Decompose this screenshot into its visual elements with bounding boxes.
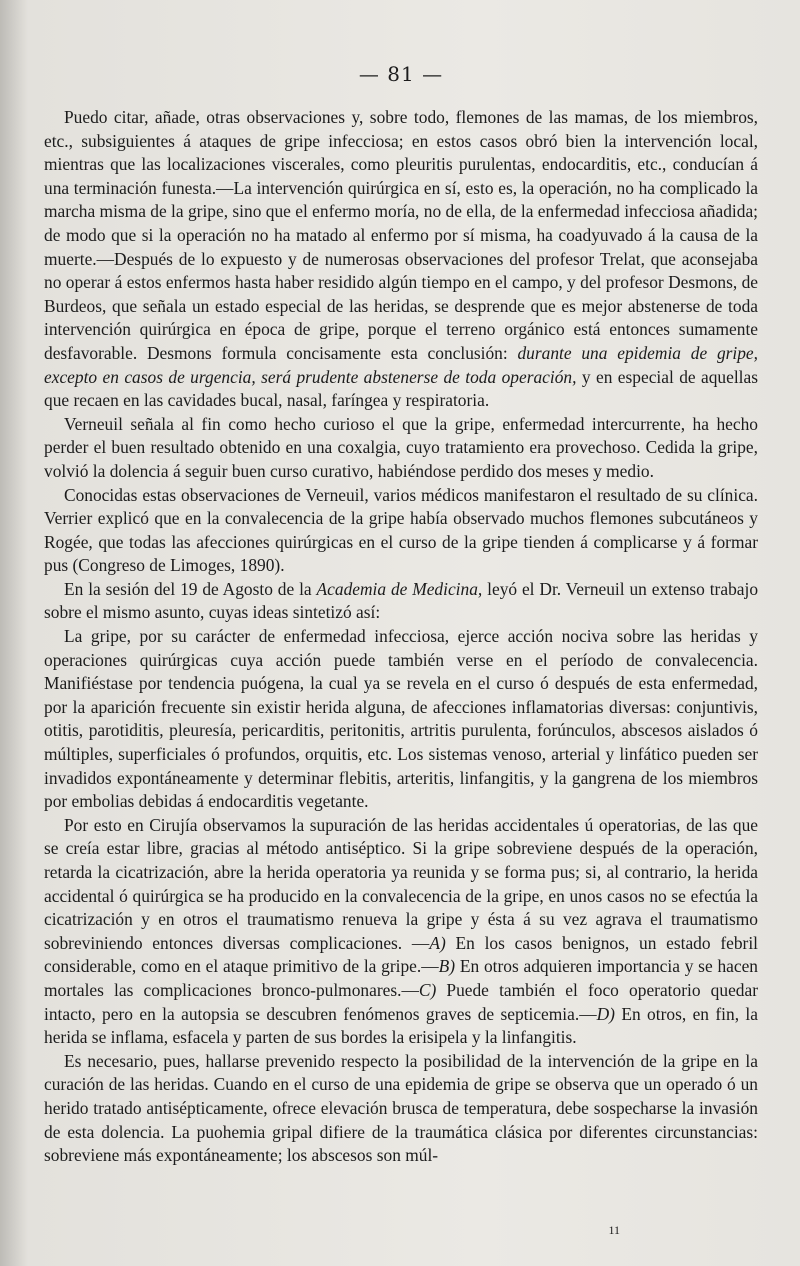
page-number: — 81 — [358,62,444,86]
paragraph-1 [44,106,758,413]
paragraph-6-case-c: Puede también el foco operatorio quedar intacto, pero en la autopsia se descubren fenómenos graves de septicemia.— [44,979,758,1024]
paragraph-4-academy: Academia de Medicina, [316,578,483,599]
paragraph-7: Es necesario, pues, hallarse prevenido respecto la posibilidad de la intervención de la gripe en la curación de las heridas. Cuando en el curso de una epidemia de gripe se observa que un operado ó un herido tratado antisépticamente, ofrece elevación brusca de temperatura, debe sospecharse la invasión de esta dolencia. La puohemia gripal difiere de la traumática clásica por diferentes circunstancias: sobreviene más expontáneamente; los abscesos son múl- [44,1050,758,1166]
paragraph-6-marker-a: A) [429,932,446,953]
paragraph-6 [44,814,758,1050]
paragraph-1-quote: durante una epidemia de gripe, excepto en casos de urgencia, será prudente abstenerse de toda operación, [44,342,758,387]
paragraph-4-text: En la sesión del 19 de Agosto de la [64,578,317,599]
paragraph-3: Conocidas estas observaciones de Verneuil, varios médicos manifestaron el resultado de su clínica. Verrier explicó que en la convalecencia de la gripe había observado muchos flemones subcutáneos y Rogée, que todas las afecciones quirúrgicas en el curso de la gripe tienden á complicarse y á formar pus (Congreso de Limoges, 1890). [44,484,758,576]
paragraph-6-case-d: En otros, en fin, la herida se inflama, esfacela y parten de sus bordes la erisipela y la linfangitis. [44,1003,758,1048]
paragraph-5: La gripe, por su carácter de enfermedad infecciosa, ejerce acción nociva sobre las heridas y operaciones quirúrgicas cuya acción puede también verse en el período de convalecencia. Manifiéstase por tendencia puógena, la cual ya se revela en el curso ó después de esta enfermedad, por la aparición frecuente sin existir herida alguna, de afecciones inflamatorias diversas: conjuntivis, otitis, parotiditis, pleuresía, pericarditis, peritonitis, artritis purulenta, forúnculos, abscesos aislados ó múltiples, superficiales ó profundos, orquitis, etc. Los sistemas venoso, arterial y linfático pueden ser invadidos expontáneamente y determinar flebitis, arteritis, linfangitis, y la gangrena de los miembros por embolias debidas á endocarditis vegetante. [44,626,758,812]
paragraph-1-text-end: y en especial de aquellas que recaen en las cavidades bucal, nasal, faríngea y respiratoria. [44,366,758,411]
paragraph-6-case-a: En los casos benignos, un estado febril considerable, como en el ataque primitivo de la gripe.— [44,932,758,977]
paragraph-4-text-end: leyó el Dr. Verneuil un extenso trabajo sobre el mismo asunto, cuyas ideas sintetizó así: [44,578,759,623]
paragraph-1-text: Puedo citar, añade, otras observaciones y, sobre todo, flemones de las mamas, de los miembros, etc., subsiguientes á ataques de gripe infecciosa; en estos casos obró bien la intervención local, mientras que las localizaciones viscerales, como pleuritis purulentas, endocarditis, etc., conducían á una terminación funesta.—La intervención quirúrgica en sí, esto es, la operación, no ha complicado la marcha misma de la gripe, sino que el enfermo moría, no de ella, de la enfermedad infecciosa añadida; de modo que si la operación no ha matado al enfermo por sí misma, ha coadyuvado á la causa de la muerte.—Después de lo expuesto y de numerosas observaciones del profesor Trelat, que aconsejaba no operar á estos enfermos hasta haber residido algún tiempo en el campo, y del profesor Desmons, de Burdeos, que señala un estado especial de las heridas, se desprende que es mejor abstenerse de toda intervención quirúrgica en época de gripe, porque el terreno orgánico está entonces sumamente desfavorable. Desmons formula concisamente esta conclusión: [44,107,758,363]
paragraph-2: Verneuil señala al fin como hecho curioso el que la gripe, enfermedad intercurrente, ha hecho perder el buen resultado obtenido en una coxalgia, cuyo tratamiento era provechoso. Cedida la gripe, volvió la dolencia á seguir buen curso curativo, habiéndose perdido dos meses y medio. [44,413,758,481]
paragraph-6-marker-d: D) [596,1003,615,1024]
paragraph-6-case-b: En otros adquieren importancia y se hacen mortales las complicaciones bronco-pulmonares.— [44,956,758,1000]
body-text [44,106,758,1168]
printer-signature: 11 [608,1223,620,1237]
paragraph-4 [44,578,758,625]
paragraph-6-marker-c: C) [418,979,437,1000]
paragraph-6-text: Por esto en Cirujía observamos la supuración de las heridas accidentales ú operatorias, de las que se creía estar libre, gracias al método antiséptico. Si la gripe sobreviene después de la operación, retarda la cicatrización, abre la herida operatoria ya reunida y se forma pus; si, al contrario, la herida accidental ó quirúrgica se ha producido en la convalecencia de la gripe, en unos casos no se efectúa la cicatrización y en otros el traumatismo renueva la gripe y ésta á su vez agrava el traumatismo sobreviniendo entonces diversas complicaciones. — [44,814,758,953]
paragraph-6-marker-b: B) [438,956,456,977]
